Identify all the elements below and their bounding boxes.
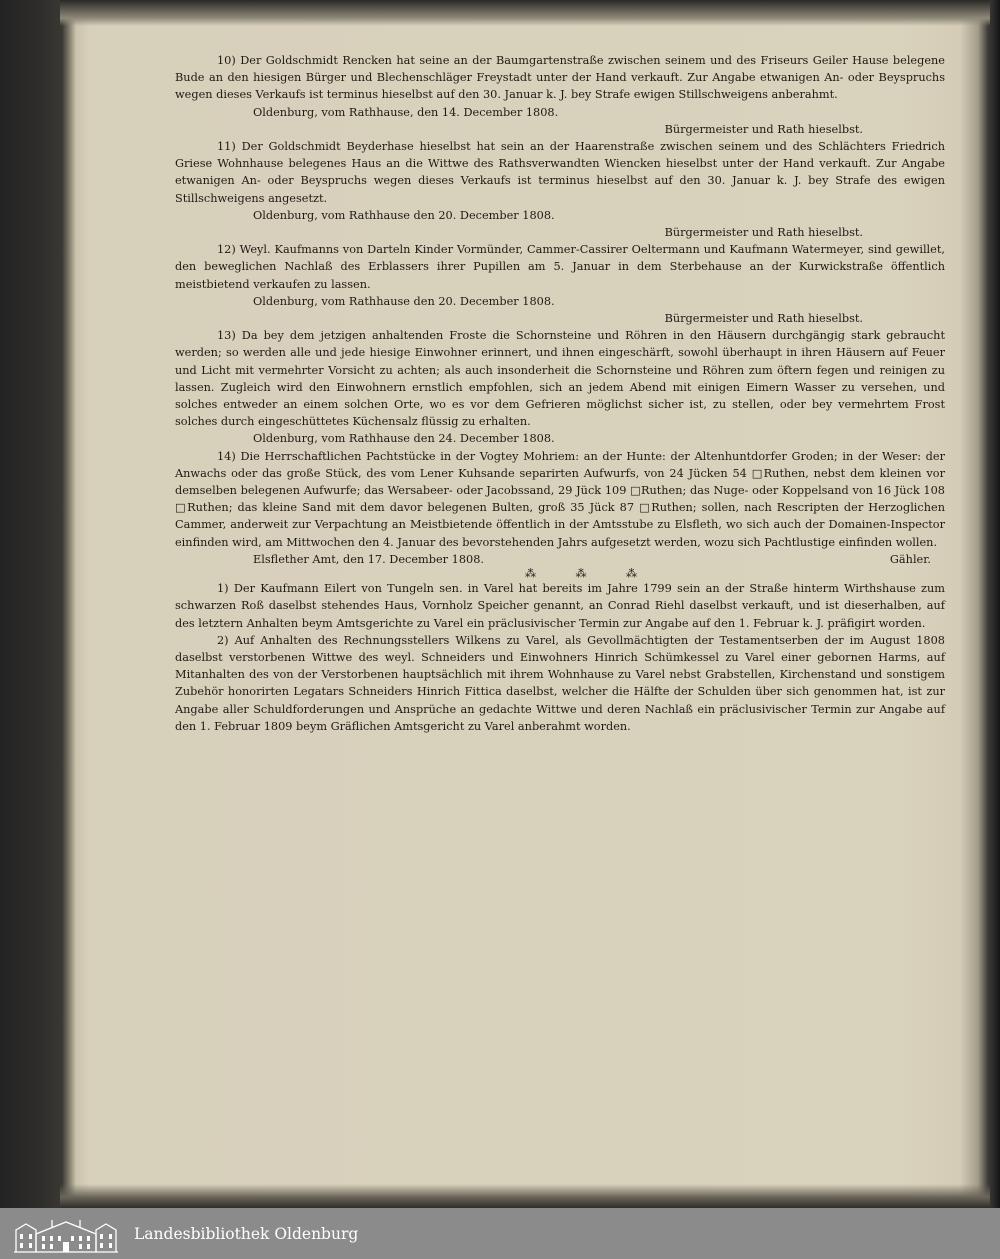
- notice-10-authority: Bürgermeister und Rath hieselbst.: [664, 122, 863, 136]
- notice-12-text: 12) Weyl. Kaufmanns von Darteln Kinder Vormünder, Cammer-Cassirer Oeltermann und Kaufmann Watermeyer, sind gewillet, den beweglichen Nachlaß des Erblassers ihrer Pupillen am 5. Januar in dem Sterbehause an der Kurwickstraße öffentlich meistbietend verkaufen zu lassen.: [175, 243, 945, 291]
- notice-12-place-date: Oldenburg, vom Rathhause den 20. December 1808.: [253, 294, 555, 308]
- notice-11-place-date: Oldenburg, vom Rathhause den 20. December 1808.: [253, 208, 555, 222]
- document-body: [175, 52, 945, 735]
- notice-11-authority: Bürgermeister und Rath hieselbst.: [664, 226, 863, 240]
- notice-13-place-date: Oldenburg, vom Rathhause den 24. December 1808.: [253, 432, 555, 446]
- notice-13-text: 13) Da bey dem jetzigen anhaltenden Froste die Schornsteine und Röhren in den Häusern durchgängig stark gebraucht werden; so werden alle und jede hiesige Einwohner erinnert, und ihnen eingeschärft, sowohl überhaupt in ihren Häusern auf Feuer und Licht mit vermehrter Vorsicht zu achten; als auch insonderheit die Schornsteine und Röhren zum öftern fegen und reinigen zu lassen. Zugleich wird den Einwohnern ernstlich empfohlen, sich an jedem Abend mit einigen Eimern Wasser zu versehen, und solches entweder an einem solchen Orte, wo es vor dem Gefrieren möglichst sicher ist, zu stellen, oder bey vermehrtem Frost solches durch eingeschüttetes Küchensalz flüssig zu erhalten.: [175, 329, 945, 429]
- footer-bar: [0, 1208, 1000, 1259]
- notice-11-text: 11) Der Goldschmidt Beyderhase hieselbst hat sein an der Haarenstraße zwischen seinem und des Schlächters Friedrich Griese Wohnhause belegenes Haus an die Wittwe des Rathsverwandten Wiencken hieselbst unter der Hand verkauft. Zur Angabe etwanigen An- oder Beyspruchs wegen dieses Verkaufs ist terminus hieselbst auf den 30. Januar k. J. bey Strafe des ewigen Stillschweigens angesetzt.: [175, 140, 945, 205]
- notice-12-authority: Bürgermeister und Rath hieselbst.: [664, 312, 863, 326]
- notice-10-place-date: Oldenburg, vom Rathhause, den 14. December 1808.: [253, 105, 559, 119]
- varel-notice-2-text: 2) Auf Anhalten des Rechnungsstellers Wilkens zu Varel, als Gevollmächtigten der Testamentserben der im August 1808 daselbst verstorbenen Wittwe des weyl. Schneiders und Einwohners Hinrich Schümkessel zu Varel einer gebornen Harms, auf Mitanhalten des von der Verstorbenen hauptsächlich mit ihrem Wohnhause zu Varel nebst Grabstellen, Kirchenstand und sonstigem Zubehör honorirten Legatars Schneiders Hinrich Fittica daselbst, welcher die Hälfte der Schulden über sich genommen hat, ist zur Angabe aller Schuldforderungen und Ansprüche an gedachte Wittwe und deren Nachlaß ein präclusivischer Termin zur Angabe auf den 1. Februar 1809 beym Gräflichen Amtsgericht zu Varel anberahmt worden.: [175, 633, 945, 733]
- section-separator: ⁂ ⁂ ⁂: [525, 567, 655, 581]
- notice-14-text: 14) Die Herrschaftlichen Pachtstücke in der Vogtey Mohriem: an der Hunte: der Altenhuntdorfer Groden; in der Weser: der Anwachs oder das große Stück, des vom Lener Kuhsande separirten Aufwurfs, von 24 Jücken 54 □Ruthen, nebst dem kleinen vor demselben belegenen Aufwurfe; das Wersabeer- oder Jacobssand, 29 Jück 109 □Ruthen; das Nuge- oder Koppelsand von 16 Jück 108 □Ruthen; das kleine Sand mit dem davor belegenen Bulten, groß 35 Jück 87 □Ruthen; sollen, nach Rescripten der Herzoglichen Cammer, anderweit zur Verpachtung an Meistbietende öffentlich in der Amtsstube zu Elsfleth, wo sich auch der Domainen-Inspector einfinden wird, am Mittwochen den 4. Januar des bevorstehenden Jahrs aufgesetzt werden, wozu sich Pachtlustige einfinden wollen.: [175, 449, 945, 549]
- notice-14-signature: Gähler.: [889, 552, 931, 566]
- library-building-logo: [12, 1214, 120, 1254]
- notice-10-text: 10) Der Goldschmidt Rencken hat seine an der Baumgartenstraße zwischen seinem und des Friseurs Geiler Hause belegene Bude an den hiesigen Bürger und Blechenschläger Freystadt unter der Hand verkauft. Zur Angabe etwanigen An- oder Beyspruchs wegen dieses Verkaufs ist terminus hieselbst auf den 30. Januar k. J. bey Strafe ewigen Stillschweigens anberahmt.: [175, 54, 945, 102]
- notice-14-place-date: Elsflether Amt, den 17. December 1808.: [253, 552, 485, 566]
- varel-notice-1-text: 1) Der Kaufmann Eilert von Tungeln sen. in Varel hat bereits im Jahre 1799 sein an der Straße hinterm Wirthshause zum schwarzen Roß daselbst stehendes Haus, Vornholz Speicher genannt, an Conrad Riehl daselbst verkauft, und ist dieserhalben, auf des letztern Anhalten beym Amtsgerichte zu Varel ein präclusivischer Termin zur Angabe auf den 1. Februar k. J. präfigirt worden.: [175, 582, 945, 630]
- footer-library-name: Landesbibliothek Oldenburg: [134, 1224, 359, 1243]
- notice-14-signature-row: [175, 551, 945, 568]
